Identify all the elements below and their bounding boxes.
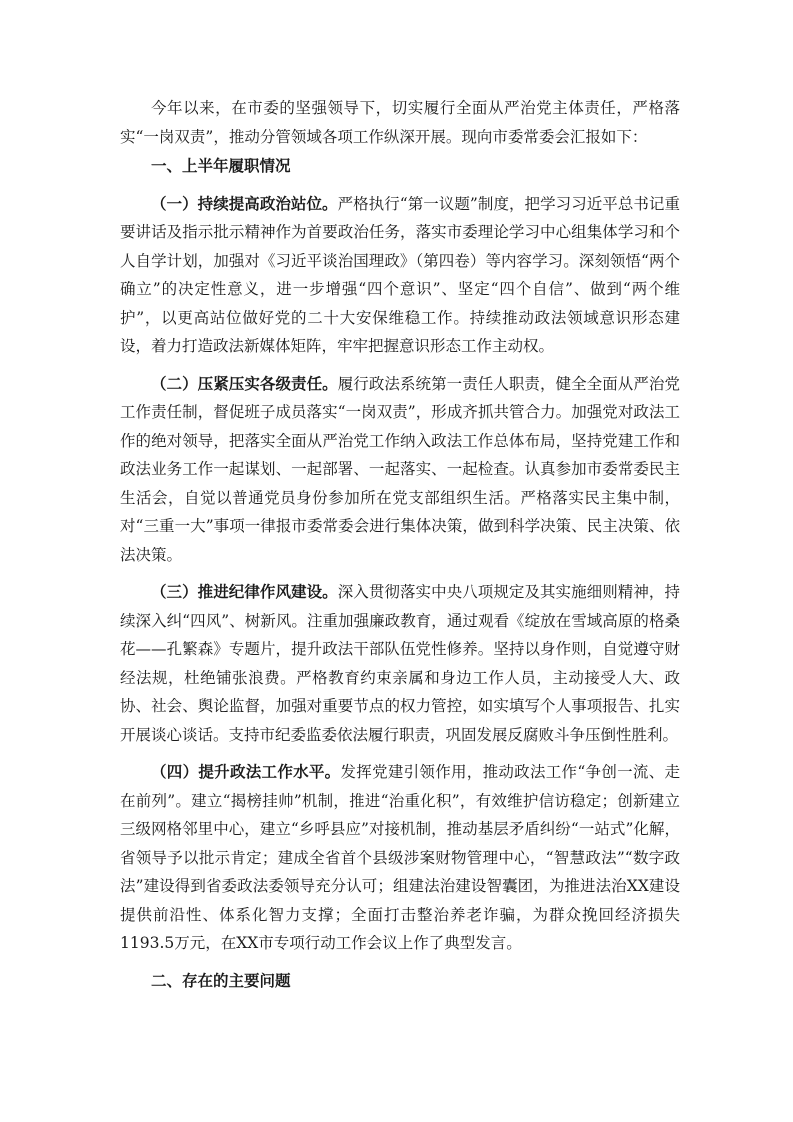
intro-paragraph: 今年以来，在市委的坚强领导下，切实履行全面从严治党主体责任，严格落实“一岗双责”，推动分管领域各项工作纵深开展。现向市委常委会汇报如下： (120, 99, 680, 146)
item-lead-4: （四）提升政法工作水平。 (151, 763, 341, 781)
item-lead-2: （二）压紧压实各级责任。 (151, 374, 338, 393)
paragraph-item-1 (120, 190, 680, 361)
item-body-3: 深入贯彻落实中央八项规定及其实施细则精神，持续深入纠“四风”、树新风。注重加强廉政教育，通过观看《绽放在雪域高原的格桑花——孔繁森》专题片，提升政法干部队伍党性修养。坚持以身作则，自觉遵守财经法规，杜绝铺张浪费。严格教育约束亲属和身边工作人员，主动接受人大、政协、社会、舆论监督，加强对重要节点的权力管控，如实填写个人事项报告、扎实开展谈心谈话。支持市纪委监委依法履行职责，巩固发展反腐败斗争压倒性胜利。 (120, 583, 680, 744)
item-body-2: 履行政法系统第一责任人职责，健全全面从严治党工作责任制，督促班子成员落实“一岗双责”，形成齐抓共管合力。加强党对政法工作的绝对领导，把落实全面从严治党工作纳入政法工作总体布局，坚持党建工作和政法业务工作一起谋划、一起部署、一起落实、一起检查。认真参加市委常委民主生活会，自觉以普通党员身份参加所在党支部组织生活。严格落实民主集中制，对“三重一大”事项一律报市委常委会进行集体决策，做到科学决策、民主决策、依法决策。 (120, 374, 680, 564)
paragraph-item-4 (120, 758, 680, 958)
item-lead-1: （一）持续提高政治站位。 (151, 194, 338, 213)
paragraph-item-3 (120, 578, 680, 749)
item-body-1: 严格执行“第一议题”制度，把学习习近平总书记重要讲话及指示批示精神作为首要政治任务，落实市委理论学习中心组集体学习和个人自学计划，加强对《习近平谈治国理政》（第四卷）等内容学习。深刻领悟“两个确立”的决定性意义，进一步增强“四个意识”、坚定“四个自信”、做到“两个维护”，以更高站位做好党的二十大安保维稳工作。持续推动政法领域意识形态建设，着力打造政法新媒体矩阵，牢牢把握意识形态工作主动权。 (120, 194, 680, 355)
document-body (120, 94, 680, 995)
paragraph-item-2 (120, 370, 680, 570)
item-body-4: 发挥党建引领作用，推动政法工作“争创一流、走在前列”。建立“揭榜挂帅”机制，推进“治重化积”，有效维护信访稳定；创新建立三级网格邻里中心，建立“乡呼县应”对接机制，推动基层矛盾纠纷“一站式”化解，省领导予以批示肯定；建成全省首个县级涉案财物管理中心，“智慧政法”“数字政法”建设得到省委政法委领导充分认可；组建法治建设智囊团，为推进法治XX建设提供前沿性、体系化智力支撑；全面打击整治养老诈骗，为群众挽回经济损失1193.5万元，在XX市专项行动工作会议上作了典型发言。 (120, 763, 680, 952)
item-lead-3: （三）推进纪律作风建设。 (151, 583, 338, 601)
section-heading-1: 一、上半年履职情况 (151, 157, 291, 175)
section-heading-2: 二、存在的主要问题 (151, 971, 291, 990)
